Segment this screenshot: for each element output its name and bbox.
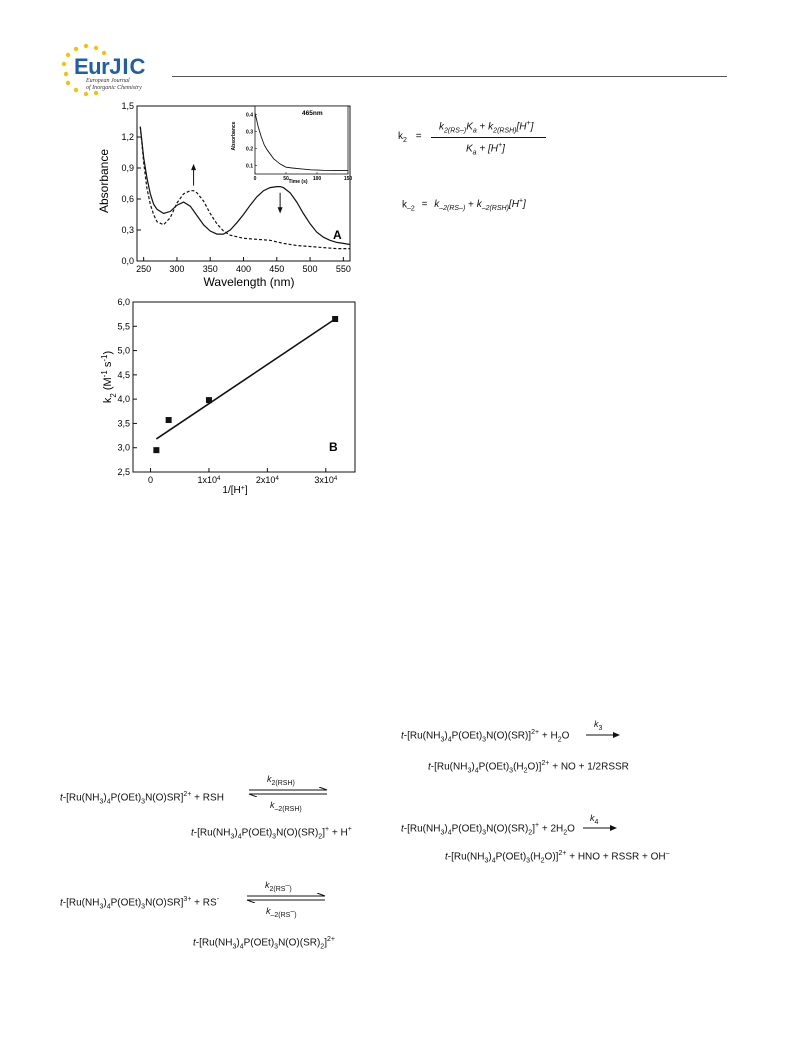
inset-xlabel: Time (s) bbox=[288, 179, 308, 185]
scheme-1-k-reverse: $k_{-2(RSH)}$ bbox=[270, 800, 302, 813]
chart-a-xtick-label: 400 bbox=[235, 264, 252, 274]
chart-a-xtick-label: 550 bbox=[335, 264, 351, 274]
km2-t1: k bbox=[434, 199, 440, 211]
chart-b-ytick-label: 5,5 bbox=[117, 321, 130, 332]
chart-b-ytick-label: 3,0 bbox=[117, 442, 130, 453]
scheme-1-products: $t-[Ru(NH_3)_4P(OEt)_3N(O)(SR)_2]^+ + H^+$ bbox=[191, 826, 352, 841]
chart-b-point bbox=[206, 397, 212, 403]
inset-ylabel: Absorbance bbox=[231, 121, 237, 151]
inset-label: 465nm bbox=[302, 110, 323, 117]
chart-b-ytick-label: 3,5 bbox=[117, 418, 130, 429]
chart-b-panel-label: B bbox=[329, 440, 338, 454]
km2-equals: = bbox=[421, 199, 428, 211]
chart-b-fit-line bbox=[156, 319, 335, 439]
num-plus: + bbox=[476, 121, 489, 133]
den-sup: + bbox=[497, 142, 503, 149]
reaction-arrow-icon bbox=[585, 731, 621, 739]
chart-b-ylabel: $k_2$ ($M^{-1}$ $s^{-1}$) bbox=[99, 350, 118, 404]
chart-b-xtick-label: $2x10^4$ bbox=[255, 475, 279, 485]
scheme-3-k: $k_3$ bbox=[594, 719, 603, 732]
km2-lhs: k bbox=[402, 199, 407, 211]
inset-xtick-label: 100 bbox=[312, 176, 322, 182]
equilibrium-arrow-icon bbox=[245, 893, 327, 903]
eq-equals: = bbox=[415, 131, 422, 142]
scheme-4-k: $k_4$ bbox=[590, 813, 599, 826]
chart-a-ytick-label: 1,5 bbox=[121, 101, 134, 111]
eq-denominator bbox=[466, 142, 505, 156]
scheme-2-k-reverse: $k_{-2(RS^-)}$ bbox=[266, 906, 297, 919]
km2-h-end: ] bbox=[523, 199, 526, 211]
inset-ytick-label: 0.3 bbox=[246, 129, 253, 136]
chart-b-point bbox=[166, 417, 172, 423]
logo-subtitle-1: European Journal bbox=[86, 78, 130, 84]
scheme-4-products: $t-[Ru(NH_3)_4P(OEt)_3(H_2O)]^{2+}$ + HNO + RSSR + OH– bbox=[445, 850, 670, 865]
chart-a-ylabel: Absorbance bbox=[97, 148, 111, 214]
reaction-arrow-icon bbox=[582, 824, 618, 832]
chart-b-point bbox=[332, 316, 338, 322]
chart-a-xtick-label: 350 bbox=[202, 264, 218, 274]
chart-b-ytick-label: 4,0 bbox=[117, 394, 130, 405]
chart-b-ytick-label: 6,0 bbox=[117, 297, 130, 307]
equilibrium-arrow-icon bbox=[247, 787, 329, 797]
chart-a-xtick-label: 450 bbox=[269, 264, 285, 274]
header-rule bbox=[172, 76, 727, 77]
num-k-sub: 2(RS–) bbox=[444, 127, 467, 135]
inset-xtick-label: 50 bbox=[283, 176, 289, 182]
km2-lhs-sub: –2 bbox=[407, 205, 415, 213]
chart-b bbox=[95, 296, 360, 496]
km2-h: [H bbox=[508, 199, 519, 211]
chart-a-ytick-label: 1,2 bbox=[121, 132, 134, 142]
equation-k-minus-2 bbox=[402, 198, 526, 212]
eq-numerator bbox=[439, 120, 533, 134]
fraction-bar bbox=[431, 137, 546, 138]
chart-b-xtick-label: 0 bbox=[148, 475, 154, 485]
inset-ytick-label: 0.1 bbox=[246, 163, 253, 170]
scheme-3-products: $t-[Ru(NH_3)_4P(OEt)_3(H_2O)]^{2+}$ + NO + 1/2RSSR bbox=[428, 760, 629, 775]
chart-a-xtick-label: 500 bbox=[302, 264, 318, 274]
inset-ytick-label: 0.2 bbox=[246, 146, 253, 153]
chart-a bbox=[95, 98, 360, 290]
arrow-down-head-icon bbox=[278, 207, 283, 213]
num-ka: K bbox=[466, 121, 473, 133]
den-ka: K bbox=[466, 143, 473, 155]
chart-a-ytick-label: 0,6 bbox=[121, 194, 134, 204]
scheme-1-reactants: $t-[Ru(NH_3)_4P(OEt)_3N(O)SR]^{2+}$ + RSH bbox=[60, 791, 224, 806]
chart-a-panel-label: A bbox=[333, 228, 342, 242]
chart-b-ytick-label: 2,5 bbox=[117, 467, 130, 477]
chart-b-ytick-label: 5,0 bbox=[117, 345, 130, 356]
scheme-3-reactants: $t-[Ru(NH_3)_4P(OEt)_3N(O)(SR)]^{2+} + H_2O$ bbox=[401, 729, 570, 744]
chart-b-xtick-label: $1x10^4$ bbox=[197, 475, 221, 485]
chart-b-xtick-label: $3x10^4$ bbox=[314, 475, 338, 485]
km2-plus: + bbox=[465, 199, 477, 211]
scheme-2-k-forward: $k_{2(RS^-)}$ bbox=[265, 880, 292, 893]
chart-a-xtick-label: 250 bbox=[136, 264, 152, 274]
eq-k2-lhs-sub: 2 bbox=[403, 137, 407, 144]
chart-a-ytick-label: 0,3 bbox=[121, 225, 134, 235]
arrow-up-head-icon bbox=[191, 164, 196, 170]
inset-ytick-label: 0.4 bbox=[246, 112, 253, 119]
equation-k2 bbox=[398, 121, 558, 161]
num-ka-sub: a bbox=[472, 127, 477, 135]
km2-t1-sub: –2(RS–) bbox=[439, 205, 466, 213]
chart-b-ytick-label: 4,5 bbox=[117, 369, 130, 380]
km2-t2: k bbox=[476, 199, 482, 211]
journal-logo bbox=[58, 40, 173, 96]
km2-h-sup: + bbox=[518, 198, 524, 205]
scheme-2-products: $t-[Ru(NH_3)_4P(OEt)_3N(O)(SR)_2]^{2+}$ bbox=[193, 936, 335, 951]
num-k2-sub: 2(RSH) bbox=[493, 127, 517, 135]
chart-a-ytick-label: 0,0 bbox=[121, 256, 134, 266]
den-rest: + [H bbox=[476, 143, 498, 155]
scheme-1-k-forward: $k_{2(RSH)}$ bbox=[267, 774, 295, 787]
logo-subtitle-2: of Inorganic Chemistry bbox=[86, 85, 142, 91]
den-ka-sub: a bbox=[472, 149, 477, 157]
logo-jic: JIC bbox=[109, 54, 147, 79]
eq-k2-lhs: k bbox=[398, 131, 403, 142]
logo-eur: Eur bbox=[74, 54, 110, 79]
chart-a-xlabel: Wavelength (nm) bbox=[203, 275, 295, 289]
num-k2: k bbox=[488, 121, 494, 133]
scheme-4-reactants: $t-[Ru(NH_3)_4P(OEt)_3N(O)(SR)_2]^+ + 2H_2O$ bbox=[401, 822, 575, 837]
chart-b-point bbox=[153, 447, 159, 453]
den-end: ] bbox=[502, 143, 505, 155]
chart-b-xlabel: 1/[H+] bbox=[222, 484, 248, 496]
num-h-sup: + bbox=[526, 120, 531, 127]
inset-xtick-label: 0 bbox=[253, 176, 257, 182]
scheme-2-reactants: $t-[Ru(NH_3)_4P(OEt)_3N(O)SR]^{3+} + RS^-$ bbox=[60, 896, 220, 911]
num-h: [H bbox=[516, 121, 527, 133]
num-h-end: ] bbox=[530, 121, 534, 133]
chart-a-ytick-label: 0,9 bbox=[121, 163, 134, 173]
num-k: k bbox=[439, 121, 444, 133]
inset-xtick-label: 150 bbox=[343, 176, 353, 182]
chart-a-xtick-label: 300 bbox=[169, 264, 185, 274]
km2-t2-sub: –2(RSH) bbox=[481, 205, 509, 213]
